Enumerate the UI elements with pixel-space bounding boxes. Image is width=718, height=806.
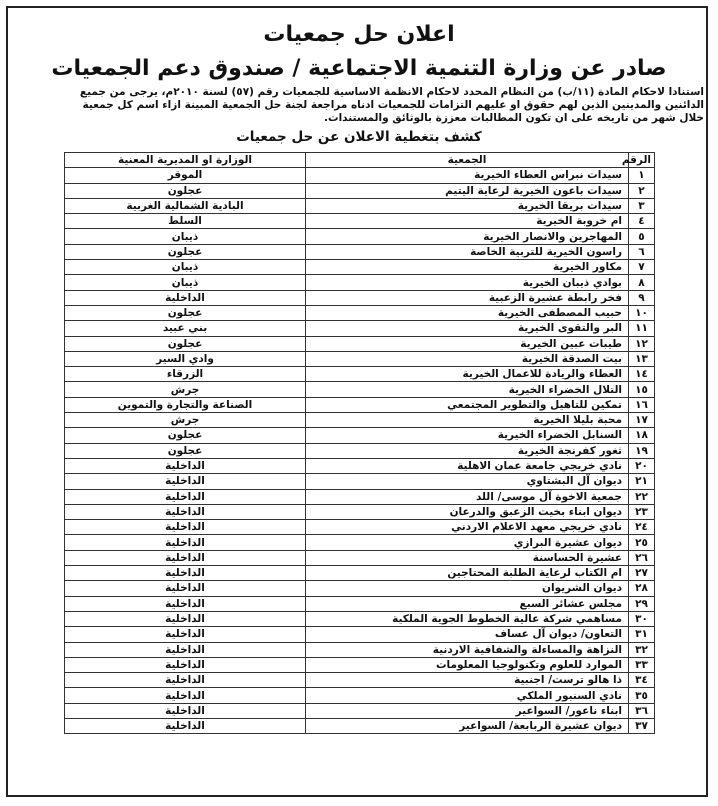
ministry-cell: الداخلية [65, 489, 306, 504]
table-row [65, 581, 655, 596]
ministry-cell: ذيبان [65, 229, 306, 244]
ministry-cell: الموقر [65, 168, 306, 183]
header-ministry: الوزارة او المديرية المعنية [65, 153, 306, 168]
association-name-cell: نادي خريجي جامعة عمان الاهلية [306, 458, 629, 473]
row-number-cell: ١ [629, 168, 655, 183]
ministry-cell: الداخلية [65, 535, 306, 550]
ministry-cell: ذيبان [65, 275, 306, 290]
table-row [65, 504, 655, 519]
association-name-cell: سيدات بريقا الخيرية [306, 198, 629, 213]
row-number-cell: ٩ [629, 290, 655, 305]
ministry-cell: الداخلية [65, 458, 306, 473]
row-number-cell: ١٣ [629, 351, 655, 366]
ministry-cell: الداخلية [65, 566, 306, 581]
row-number-cell: ٧ [629, 260, 655, 275]
row-number-cell: ١٩ [629, 443, 655, 458]
row-number-cell: ١١ [629, 321, 655, 336]
association-name-cell: ثغور كفرنجة الخيرية [306, 443, 629, 458]
ministry-cell: عجلون [65, 305, 306, 320]
row-number-cell: ١٨ [629, 428, 655, 443]
ministry-cell: جرش [65, 382, 306, 397]
table-row [65, 550, 655, 565]
table-row [65, 229, 655, 244]
table-row [65, 718, 655, 733]
table-row [65, 275, 655, 290]
table-row [65, 290, 655, 305]
ministry-cell: الداخلية [65, 520, 306, 535]
table-caption: كشف بتغطية الاعلان عن حل جمعيات [236, 129, 482, 145]
row-number-cell: ٣٥ [629, 688, 655, 703]
association-name-cell: المهاجرين والانصار الخيرية [306, 229, 629, 244]
association-name-cell: النزاهة والمساءلة والشفافية الاردنية [306, 642, 629, 657]
association-name-cell: مجلس عشائر السبع [306, 596, 629, 611]
ministry-cell: عجلون [65, 336, 306, 351]
table-row [65, 321, 655, 336]
announcement-title: اعلان حل جمعيات [263, 22, 455, 47]
ministry-cell: الداخلية [65, 673, 306, 688]
ministry-cell: الداخلية [65, 688, 306, 703]
ministry-cell: الداخلية [65, 474, 306, 489]
association-name-cell: البر والتقوى الخيرية [306, 321, 629, 336]
table-row [65, 443, 655, 458]
table-row [65, 305, 655, 320]
row-number-cell: ٣٧ [629, 718, 655, 733]
row-number-cell: ٣٦ [629, 703, 655, 718]
ministry-cell: الداخلية [65, 504, 306, 519]
intro-line-2: الدائنين والمدينين الذين لهم حقوق او عليهم التزامات للجمعيات ادناه مراجعة لجنة حل الجمعية المبينة ازاء اسم كل جمعية [82, 99, 704, 111]
table-row [65, 413, 655, 428]
table-row [65, 474, 655, 489]
association-name-cell: ديوان ابناء بخيت الزعبق والدرعان [306, 504, 629, 519]
header-number: الرقم [629, 153, 655, 168]
ministry-cell: ذيبان [65, 260, 306, 275]
row-number-cell: ٣٠ [629, 611, 655, 626]
row-number-cell: ٣ [629, 198, 655, 213]
table-row [65, 382, 655, 397]
ministry-cell: وادي السير [65, 351, 306, 366]
table-row [65, 397, 655, 412]
ministry-cell: الداخلية [65, 611, 306, 626]
association-name-cell: نادي السنبور الملكي [306, 688, 629, 703]
association-name-cell: ام الكتاب لرعاية الطلبة المحتاجين [306, 566, 629, 581]
ministry-cell: الداخلية [65, 550, 306, 565]
associations-table [64, 152, 655, 734]
table-row [65, 657, 655, 672]
ministry-cell: الداخلية [65, 596, 306, 611]
row-number-cell: ١٢ [629, 336, 655, 351]
association-name-cell: ديوان عشيرة البرازي [306, 535, 629, 550]
row-number-cell: ٦ [629, 244, 655, 259]
table-row [65, 336, 655, 351]
ministry-cell: عجلون [65, 428, 306, 443]
association-name-cell: فخر رابطة عشيرة الزعبية [306, 290, 629, 305]
row-number-cell: ٢١ [629, 474, 655, 489]
association-name-cell: جمعية الاخوة آل موسى/ اللد [306, 489, 629, 504]
association-name-cell: ابناء ناعور/ السواعير [306, 703, 629, 718]
table-row [65, 168, 655, 183]
association-name-cell: سيدات باعون الخيرية لرعاية اليتيم [306, 183, 629, 198]
ministry-cell: الزرقاء [65, 367, 306, 382]
row-number-cell: ١٧ [629, 413, 655, 428]
association-name-cell: ديوان الشريوان [306, 581, 629, 596]
association-name-cell: التلال الخضراء الخيرية [306, 382, 629, 397]
row-number-cell: ٢٩ [629, 596, 655, 611]
association-name-cell: عشيرة الحساسنة [306, 550, 629, 565]
table-row [65, 244, 655, 259]
table-row [65, 596, 655, 611]
association-name-cell: مكاور الخيرية [306, 260, 629, 275]
row-number-cell: ٢٤ [629, 520, 655, 535]
ministry-cell: الداخلية [65, 290, 306, 305]
table-row [65, 642, 655, 657]
association-name-cell: سيدات نبراس العطاء الخيرية [306, 168, 629, 183]
association-name-cell: راسون الخيرية للتربية الخاصة [306, 244, 629, 259]
row-number-cell: ٨ [629, 275, 655, 290]
row-number-cell: ٤ [629, 214, 655, 229]
ministry-cell: عجلون [65, 183, 306, 198]
ministry-cell: عجلون [65, 443, 306, 458]
row-number-cell: ٣٤ [629, 673, 655, 688]
header-association: الجمعية [306, 153, 629, 168]
ministry-cell: عجلون [65, 244, 306, 259]
row-number-cell: ٢٧ [629, 566, 655, 581]
table-row [65, 611, 655, 626]
intro-paragraph [14, 86, 704, 125]
table-row [65, 627, 655, 642]
association-name-cell: ذا هالو ترست/ اجنبية [306, 673, 629, 688]
association-name-cell: بوادي ذيبان الخيرية [306, 275, 629, 290]
association-name-cell: الموارد للعلوم وتكنولوجيا المعلومات [306, 657, 629, 672]
ministry-cell: الصناعة والتجارة والتموين [65, 397, 306, 412]
row-number-cell: ١٥ [629, 382, 655, 397]
row-number-cell: ١٠ [629, 305, 655, 320]
row-number-cell: ٣١ [629, 627, 655, 642]
row-number-cell: ٣٢ [629, 642, 655, 657]
row-number-cell: ٣٣ [629, 657, 655, 672]
row-number-cell: ٢٢ [629, 489, 655, 504]
association-name-cell: التعاون/ ديوان آل عساف [306, 627, 629, 642]
row-number-cell: ٢٠ [629, 458, 655, 473]
ministry-cell: الداخلية [65, 627, 306, 642]
table-row [65, 351, 655, 366]
announcement-subtitle: صادر عن وزارة التنمية الاجتماعية / صندوق دعم الجمعيات [51, 56, 667, 81]
association-name-cell: العطاء والريادة للاعمال الخيرية [306, 367, 629, 382]
row-number-cell: ٢٣ [629, 504, 655, 519]
association-name-cell: ديوان آل البشتاوي [306, 474, 629, 489]
ministry-cell: الداخلية [65, 657, 306, 672]
table-row [65, 260, 655, 275]
association-name-cell: حبيب المصطفى الخيرية [306, 305, 629, 320]
association-name-cell: تمكين للتاهيل والتطوير المجتمعي [306, 397, 629, 412]
table-row [65, 535, 655, 550]
association-name-cell: نادي خريجي معهد الاعلام الاردني [306, 520, 629, 535]
ministry-cell: الداخلية [65, 718, 306, 733]
association-name-cell: طيبات عبين الخيرية [306, 336, 629, 351]
table-row [65, 489, 655, 504]
table-row [65, 566, 655, 581]
ministry-cell: البادية الشمالية الغربية [65, 198, 306, 213]
table-row [65, 214, 655, 229]
row-number-cell: ٢٨ [629, 581, 655, 596]
row-number-cell: ٢ [629, 183, 655, 198]
row-number-cell: ٢٥ [629, 535, 655, 550]
table-header-row [65, 153, 655, 168]
association-name-cell: السنابل الخضراء الخيرية [306, 428, 629, 443]
association-name-cell: ديوان عشيرة الربابعة/ السواعير [306, 718, 629, 733]
table-row [65, 520, 655, 535]
table-row [65, 703, 655, 718]
row-number-cell: ١٦ [629, 397, 655, 412]
row-number-cell: ١٤ [629, 367, 655, 382]
ministry-cell: السلط [65, 214, 306, 229]
intro-line-1: استنادا لاحكام المادة (١١/ب) من النظام المحدد لاحكام الانظمة الاساسية للجمعيات رقم (٥٧) لسنة ٢٠١٠م، يرجى من جميع [79, 86, 704, 98]
table-row [65, 183, 655, 198]
table-row [65, 428, 655, 443]
ministry-cell: جرش [65, 413, 306, 428]
table-row [65, 367, 655, 382]
ministry-cell: الداخلية [65, 703, 306, 718]
association-name-cell: محبة بليلا الخيرية [306, 413, 629, 428]
ministry-cell: الداخلية [65, 581, 306, 596]
row-number-cell: ٢٦ [629, 550, 655, 565]
row-number-cell: ٥ [629, 229, 655, 244]
association-name-cell: بيت الصدقة الخيرية [306, 351, 629, 366]
table-row [65, 198, 655, 213]
association-name-cell: مساهمي شركة عالية الخطوط الجوية الملكية [306, 611, 629, 626]
table-row [65, 458, 655, 473]
association-name-cell: ام خروبة الخيرية [306, 214, 629, 229]
table-row [65, 688, 655, 703]
ministry-cell: بني عبيد [65, 321, 306, 336]
table-row [65, 673, 655, 688]
ministry-cell: الداخلية [65, 642, 306, 657]
table-body [65, 168, 655, 734]
intro-line-3: خلال شهر من تاريخه على ان تكون المطالبات معززة بالوثائق والمستندات. [324, 112, 704, 124]
